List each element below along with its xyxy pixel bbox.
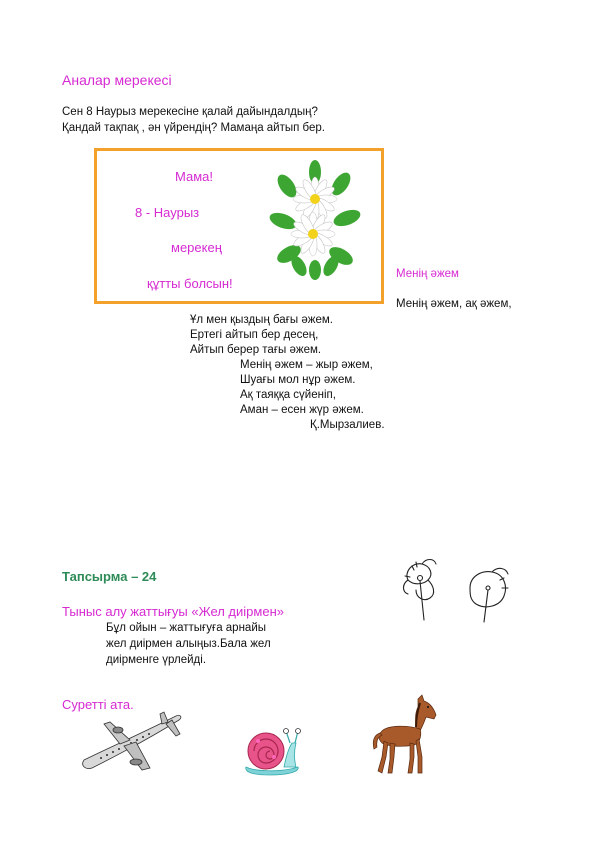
card-line-2: 8 - Наурыз — [135, 205, 200, 220]
airplane-icon — [80, 710, 184, 774]
poem-line-2: Ұл мен қыздың бағы әжем. — [190, 314, 333, 326]
exercise-title: Тыныс алу жаттығуы «Жел диірмен» — [62, 604, 284, 619]
card-line-1: Мама! — [175, 169, 213, 184]
exercise-line-3: диірменге үрлейді. — [106, 654, 207, 666]
poem-line-1: Менің әжем, ақ әжем, — [396, 298, 512, 310]
name-pictures-title: Суретті ата. — [62, 697, 134, 712]
snail-icon — [240, 727, 304, 777]
daisy-flowers-icon — [275, 166, 355, 276]
poem-line-6: Шуағы мол нұр әжем. — [240, 374, 356, 386]
question-line-2: Қандай тақпақ , ән үйрендің? Мамаңа айтып бер. — [62, 122, 326, 134]
poem-author: Қ.Мырзалиев. — [310, 419, 385, 431]
exercise-line-1: Бұл ойын – жаттығуға арнайы — [106, 622, 267, 634]
poem-line-8: Аман – есен жүр әжем. — [240, 404, 364, 416]
task-heading: Тапсырма – 24 — [62, 569, 157, 584]
exercise-line-2: жел диірмен алыңыз.Бала жел — [106, 638, 271, 650]
greeting-card — [94, 148, 384, 304]
question-line-1: Сен 8 Наурыз мерекесіне қалай дайындалдың? — [62, 106, 318, 118]
card-line-3: мерекең — [171, 240, 222, 255]
section-title: Аналар мерекесі — [62, 72, 172, 88]
foal-icon — [368, 695, 440, 777]
poem-line-4: Айтып берер тағы әжем. — [190, 344, 322, 356]
poem-line-3: Ертегі айтып бер десең, — [190, 329, 319, 341]
poem-title: Менің әжем — [396, 268, 459, 280]
poem-line-5: Менің әжем – жыр әжем, — [240, 359, 373, 371]
card-line-4: құтты болсын! — [147, 276, 233, 291]
pinwheel-sketch-icon — [400, 558, 520, 624]
poem-line-7: Ақ таяққа сүйеніп, — [240, 389, 336, 401]
